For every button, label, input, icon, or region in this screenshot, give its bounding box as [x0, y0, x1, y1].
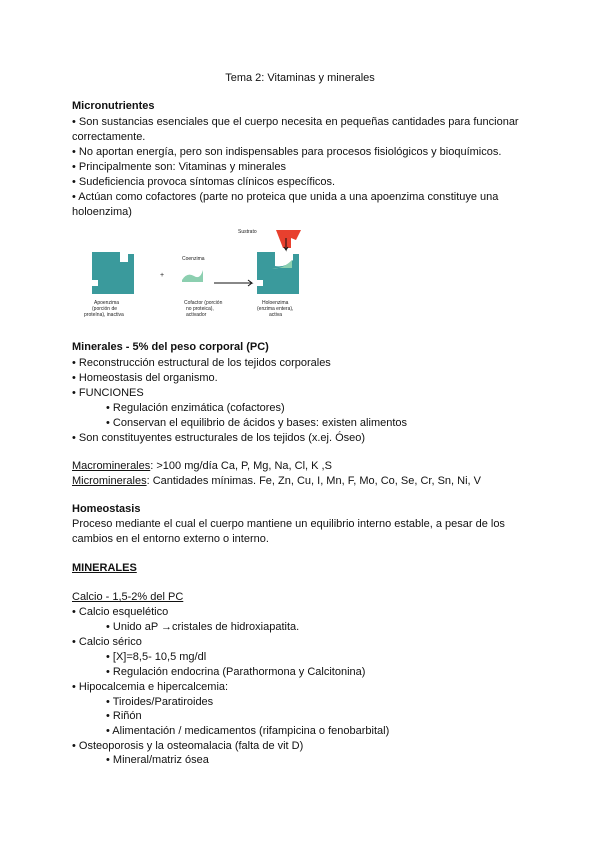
- text-line: • Son sustancias esenciales que el cuerpo necesita en pequeñas cantidades para funcionar: [72, 116, 519, 128]
- svg-text:Sustrato: Sustrato: [238, 229, 257, 235]
- arrow-icon: [214, 280, 252, 286]
- text-line: • Sudeficiencia provoca síntomas clínicos específicos.: [72, 176, 336, 188]
- text-line: • [X]=8,5- 10,5 mg/dl: [106, 651, 207, 663]
- text-line: • Principalmente son: Vitaminas y minerales: [72, 161, 286, 173]
- svg-text:Holoenzima: Holoenzima: [262, 300, 289, 306]
- text-line: • Hipocalcemia e hipercalcemia:: [72, 681, 229, 693]
- svg-text:+: +: [160, 272, 165, 279]
- text-line: • FUNCIONES: [72, 387, 144, 399]
- macro-text: : >100 mg/día Ca, P, Mg, Na, Cl, K ,S: [150, 460, 332, 472]
- text-line: • Alimentación / medicamentos (rifampicina o fenobarbital): [106, 725, 390, 737]
- text-line: • Osteoporosis y la osteomalacia (falta de vit D): [72, 740, 304, 752]
- text-line: • Unido aP →cristales de hidroxiapatita.: [106, 621, 300, 633]
- heading-calcio: Calcio - 1,5-2% del PC: [72, 591, 184, 603]
- microminerales-line: [72, 474, 481, 488]
- holoenzyme-shape: [257, 252, 299, 294]
- svg-text:(porción de: (porción de: [92, 306, 118, 312]
- svg-text:no proteica),: no proteica),: [186, 306, 214, 312]
- heading-micronutrientes: Micronutrientes: [72, 100, 155, 112]
- text-line: • Regulación endocrina (Parathormona y Calcitonina): [106, 666, 366, 678]
- text-line: • Son constituyentes estructurales de los tejidos (x.ej. Óseo): [72, 432, 366, 444]
- micro-text: : Cantidades mínimas. Fe, Zn, Cu, I, Mn, F, Mo, Co, Se, Cr, Sn, Ni, V: [146, 475, 481, 487]
- macro-label: Macrominerales: [72, 460, 151, 472]
- text-line: correctamente.: [72, 131, 146, 143]
- svg-text:activador: activador: [186, 312, 207, 318]
- text-line: Proceso mediante el cual el cuerpo mantiene un equilibrio interno estable, a pesar de los: [72, 518, 505, 530]
- macrominerales-line: [72, 459, 332, 473]
- svg-text:activa: activa: [269, 312, 283, 318]
- text-line: • Tiroides/Paratiroides: [106, 696, 214, 708]
- text-line: • Reconstrucción estructural de los tejidos corporales: [72, 357, 331, 369]
- svg-text:Apoenzima: Apoenzima: [94, 300, 120, 306]
- substrate-shape: [276, 230, 301, 248]
- page-title: Tema 2: Vitaminas y minerales: [225, 72, 375, 84]
- text-line: • No aportan energía, pero son indispensables para procesos fisiológicos y bioquímicos.: [72, 146, 502, 158]
- heading-minerales: Minerales - 5% del peso corporal (PC): [72, 341, 269, 353]
- apoenzyme-shape: [92, 252, 134, 294]
- text-line: • Riñón: [106, 710, 142, 722]
- text-line: • Homeostasis del organismo.: [72, 372, 218, 384]
- heading-homeostasis: Homeostasis: [72, 503, 141, 515]
- text-line: • Calcio esquelético: [72, 606, 169, 618]
- micro-label: Microminerales: [72, 475, 147, 487]
- svg-text:proteína), inactiva: proteína), inactiva: [84, 312, 124, 318]
- coenzyme-shape: [182, 270, 203, 282]
- text-line: • Actúan como cofactores (parte no proteica que unida a una apoenzima constituye una: [72, 191, 499, 203]
- text-line: cambios en el entorno externo o interno.: [72, 533, 269, 545]
- text-line: • Mineral/matriz ósea: [106, 754, 209, 766]
- svg-text:(enzima entera),: (enzima entera),: [257, 306, 294, 312]
- text-line: holoenzima): [72, 206, 132, 218]
- section-minerales: MINERALES: [72, 562, 137, 574]
- text-line: • Conservan el equilibrio de ácidos y bases: existen alimentos: [106, 417, 408, 429]
- text-line: • Calcio sérico: [72, 636, 142, 648]
- svg-text:Coenzima: Coenzima: [182, 256, 205, 262]
- enzyme-diagram: [72, 222, 372, 327]
- text-line: • Regulación enzimática (cofactores): [106, 402, 285, 414]
- svg-text:Cofactor (porción: Cofactor (porción: [184, 300, 223, 306]
